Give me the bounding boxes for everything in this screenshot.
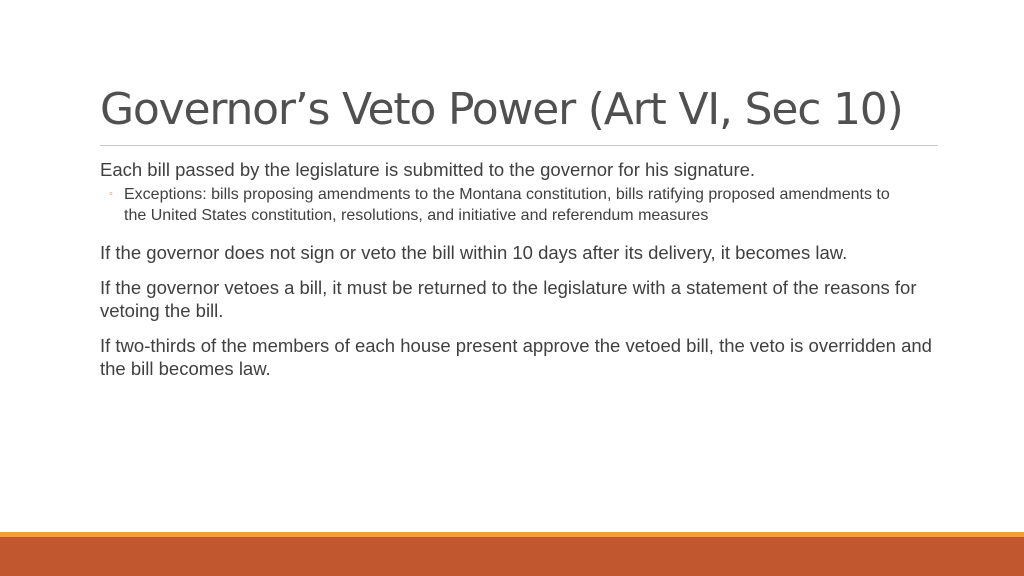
sub-bullet-icon: ◦ [109, 188, 113, 200]
paragraph-ten-days: If the governor does not sign or veto the bill within 10 days after its delivery, it becomes law. [100, 242, 848, 263]
paragraph-veto-return: If the governor vetoes a bill, it must be returned to the legislature with a statement of the reasons for vetoing the bill. [100, 277, 917, 321]
slide-title: Governor’s Veto Power (Art VI, Sec 10) [100, 84, 903, 135]
footer-band [0, 537, 1024, 576]
sub-bullet-exceptions [100, 184, 914, 226]
sub-bullet-text: Exceptions: bills proposing amendments to the Montana constitution, bills ratifying proposed amendments to the United States constitution, resolutions, and initiative and referendum measures [124, 186, 890, 224]
paragraph-override: If two-thirds of the members of each house present approve the vetoed bill, the veto is overridden and the bill becomes law. [100, 335, 932, 379]
paragraph-submission: Each bill passed by the legislature is submitted to the governor for his signature. [100, 159, 756, 180]
title-divider [100, 145, 938, 146]
slide-body [100, 158, 940, 392]
